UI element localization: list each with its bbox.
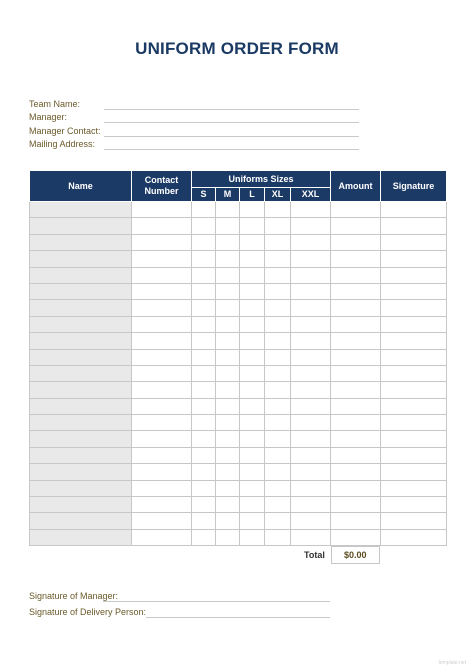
size-m-cell[interactable] — [216, 480, 240, 496]
size-xxl-cell[interactable] — [291, 447, 331, 463]
amount-cell[interactable] — [331, 365, 381, 381]
size-l-cell[interactable] — [240, 398, 265, 414]
name-cell[interactable] — [30, 464, 132, 480]
name-cell[interactable] — [30, 300, 132, 316]
size-xl-cell[interactable] — [265, 415, 291, 431]
signature-cell[interactable] — [381, 267, 447, 283]
signature-cell[interactable] — [381, 202, 447, 218]
signature-cell[interactable] — [381, 382, 447, 398]
size-m-cell[interactable] — [216, 283, 240, 299]
size-xxl-cell[interactable] — [291, 349, 331, 365]
amount-cell[interactable] — [331, 431, 381, 447]
size-xxl-cell[interactable] — [291, 202, 331, 218]
form-title: UNIFORM ORDER FORM — [135, 39, 339, 58]
signature-cell[interactable] — [381, 464, 447, 480]
amount-cell[interactable] — [331, 218, 381, 234]
amount-cell[interactable] — [331, 382, 381, 398]
contact-cell[interactable] — [132, 234, 192, 250]
signature-cell[interactable] — [381, 333, 447, 349]
name-cell[interactable] — [30, 497, 132, 513]
size-l-cell[interactable] — [240, 218, 265, 234]
contact-cell[interactable] — [132, 300, 192, 316]
name-cell[interactable] — [30, 333, 132, 349]
size-l-cell[interactable] — [240, 513, 265, 529]
size-l-cell[interactable] — [240, 349, 265, 365]
table-row — [30, 365, 447, 381]
signature-cell[interactable] — [381, 283, 447, 299]
manager-contact-label: Manager Contact: — [29, 125, 101, 136]
contact-cell[interactable] — [132, 464, 192, 480]
contact-cell[interactable] — [132, 251, 192, 267]
amount-cell[interactable] — [331, 464, 381, 480]
manager-contact-field[interactable] — [104, 136, 359, 137]
size-l-cell[interactable] — [240, 316, 265, 332]
size-l-cell[interactable] — [240, 251, 265, 267]
size-l-cell[interactable] — [240, 300, 265, 316]
name-cell[interactable] — [30, 415, 132, 431]
size-l-cell[interactable] — [240, 365, 265, 381]
size-xl-cell[interactable] — [265, 497, 291, 513]
amount-cell[interactable] — [331, 316, 381, 332]
signature-cell[interactable] — [381, 415, 447, 431]
table-row — [30, 316, 447, 332]
size-xl-cell[interactable] — [265, 316, 291, 332]
amount-header: Amount — [331, 171, 381, 202]
size-m-cell[interactable] — [216, 398, 240, 414]
size-m-cell[interactable] — [216, 464, 240, 480]
order-rows — [30, 202, 447, 546]
mailing-address-label: Mailing Address: — [29, 138, 96, 149]
signature-cell[interactable] — [381, 447, 447, 463]
name-cell[interactable] — [30, 349, 132, 365]
signature-cell[interactable] — [381, 234, 447, 250]
size-xl-cell[interactable] — [265, 267, 291, 283]
size-l-cell[interactable] — [240, 415, 265, 431]
amount-cell[interactable] — [331, 513, 381, 529]
size-xl-header: XL — [265, 188, 291, 202]
signature-header: Signature — [381, 171, 447, 202]
name-cell[interactable] — [30, 513, 132, 529]
contact-cell[interactable] — [132, 316, 192, 332]
amount-cell[interactable] — [331, 529, 381, 545]
table-row — [30, 497, 447, 513]
name-cell[interactable] — [30, 218, 132, 234]
amount-cell[interactable] — [331, 283, 381, 299]
size-xl-cell[interactable] — [265, 513, 291, 529]
table-row — [30, 202, 447, 218]
size-l-cell[interactable] — [240, 480, 265, 496]
table-row — [30, 415, 447, 431]
manager-field[interactable] — [104, 122, 359, 123]
size-l-cell[interactable] — [240, 447, 265, 463]
size-xxl-cell[interactable] — [291, 464, 331, 480]
table-row — [30, 234, 447, 250]
size-s-cell[interactable] — [192, 218, 216, 234]
size-xxl-cell[interactable] — [291, 218, 331, 234]
size-xl-cell[interactable] — [265, 251, 291, 267]
size-xl-cell[interactable] — [265, 382, 291, 398]
contact-cell[interactable] — [132, 267, 192, 283]
size-s-cell[interactable] — [192, 316, 216, 332]
size-m-header: M — [216, 188, 240, 202]
size-s-cell[interactable] — [192, 283, 216, 299]
name-header: Name — [30, 171, 132, 202]
size-m-cell[interactable] — [216, 382, 240, 398]
size-xl-cell[interactable] — [265, 431, 291, 447]
size-s-header: S — [192, 188, 216, 202]
size-m-cell[interactable] — [216, 251, 240, 267]
size-l-cell[interactable] — [240, 431, 265, 447]
size-xxl-cell[interactable] — [291, 300, 331, 316]
size-l-cell[interactable] — [240, 464, 265, 480]
size-xl-cell[interactable] — [265, 529, 291, 545]
name-cell[interactable] — [30, 316, 132, 332]
size-xl-cell[interactable] — [265, 464, 291, 480]
contact-number-header: Contact Number — [132, 171, 192, 202]
size-xl-cell[interactable] — [265, 300, 291, 316]
size-s-cell[interactable] — [192, 497, 216, 513]
amount-cell[interactable] — [331, 497, 381, 513]
size-l-cell[interactable] — [240, 234, 265, 250]
amount-cell[interactable] — [331, 333, 381, 349]
amount-cell[interactable] — [331, 202, 381, 218]
size-xxl-cell[interactable] — [291, 365, 331, 381]
size-s-cell[interactable] — [192, 382, 216, 398]
signature-cell[interactable] — [381, 497, 447, 513]
signature-cell[interactable] — [381, 431, 447, 447]
signature-cell[interactable] — [381, 398, 447, 414]
total-value: $0.00 — [331, 546, 380, 564]
contact-cell[interactable] — [132, 497, 192, 513]
signature-cell[interactable] — [381, 513, 447, 529]
size-xl-cell[interactable] — [265, 480, 291, 496]
signature-cell[interactable] — [381, 365, 447, 381]
amount-cell[interactable] — [331, 300, 381, 316]
size-s-cell[interactable] — [192, 234, 216, 250]
table-row — [30, 480, 447, 496]
size-s-cell[interactable] — [192, 513, 216, 529]
size-xxl-cell[interactable] — [291, 529, 331, 545]
team-name-label: Team Name: — [29, 99, 81, 109]
size-m-cell[interactable] — [216, 529, 240, 545]
size-s-cell[interactable] — [192, 447, 216, 463]
table-row — [30, 333, 447, 349]
name-cell[interactable] — [30, 234, 132, 250]
manager-label: Manager: — [29, 112, 68, 123]
name-cell[interactable] — [30, 382, 132, 398]
contact-cell[interactable] — [132, 218, 192, 234]
table-row — [30, 431, 447, 447]
size-m-cell[interactable] — [216, 349, 240, 365]
size-m-cell[interactable] — [216, 513, 240, 529]
amount-cell[interactable] — [331, 234, 381, 250]
size-xxl-cell[interactable] — [291, 316, 331, 332]
table-row — [30, 283, 447, 299]
size-xxl-cell[interactable] — [291, 497, 331, 513]
size-l-cell[interactable] — [240, 333, 265, 349]
signature-cell[interactable] — [381, 349, 447, 365]
size-m-cell[interactable] — [216, 365, 240, 381]
amount-cell[interactable] — [331, 480, 381, 496]
size-l-cell[interactable] — [240, 382, 265, 398]
contact-cell[interactable] — [132, 447, 192, 463]
size-s-cell[interactable] — [192, 365, 216, 381]
table-row — [30, 513, 447, 529]
contact-cell[interactable] — [132, 398, 192, 414]
size-m-cell[interactable] — [216, 218, 240, 234]
name-cell[interactable] — [30, 365, 132, 381]
size-xxl-cell[interactable] — [291, 283, 331, 299]
size-xxl-header: XXL — [291, 188, 331, 202]
amount-cell[interactable] — [331, 415, 381, 431]
size-xxl-cell[interactable] — [291, 234, 331, 250]
signature-cell[interactable] — [381, 529, 447, 545]
contact-cell[interactable] — [132, 513, 192, 529]
signature-cell[interactable] — [381, 316, 447, 332]
size-xxl-cell[interactable] — [291, 267, 331, 283]
delivery-signature-label: Signature of Delivery Person: — [29, 607, 147, 617]
size-s-cell[interactable] — [192, 415, 216, 431]
signature-cell[interactable] — [381, 480, 447, 496]
amount-cell[interactable] — [331, 267, 381, 283]
size-xl-cell[interactable] — [265, 447, 291, 463]
contact-cell[interactable] — [132, 431, 192, 447]
total-label: Total — [304, 550, 325, 560]
contact-cell[interactable] — [132, 365, 192, 381]
name-cell[interactable] — [30, 251, 132, 267]
contact-cell[interactable] — [132, 382, 192, 398]
size-s-cell[interactable] — [192, 349, 216, 365]
size-xxl-cell[interactable] — [291, 513, 331, 529]
name-cell[interactable] — [30, 283, 132, 299]
size-m-cell[interactable] — [216, 415, 240, 431]
size-xxl-cell[interactable] — [291, 333, 331, 349]
team-name-field[interactable] — [104, 109, 359, 110]
size-l-cell[interactable] — [240, 283, 265, 299]
size-m-cell[interactable] — [216, 316, 240, 332]
contact-cell[interactable] — [132, 333, 192, 349]
signature-cell[interactable] — [381, 251, 447, 267]
size-m-cell[interactable] — [216, 234, 240, 250]
signature-cell[interactable] — [381, 218, 447, 234]
size-m-cell[interactable] — [216, 333, 240, 349]
manager-signature-label: Signature of Manager: — [29, 591, 119, 601]
size-xxl-cell[interactable] — [291, 398, 331, 414]
size-xl-cell[interactable] — [265, 365, 291, 381]
size-xl-cell[interactable] — [265, 218, 291, 234]
size-xxl-cell[interactable] — [291, 382, 331, 398]
name-cell[interactable] — [30, 529, 132, 545]
size-xxl-cell[interactable] — [291, 415, 331, 431]
name-cell[interactable] — [30, 447, 132, 463]
table-row — [30, 251, 447, 267]
contact-cell[interactable] — [132, 480, 192, 496]
size-s-cell[interactable] — [192, 333, 216, 349]
size-l-cell[interactable] — [240, 529, 265, 545]
size-xl-cell[interactable] — [265, 349, 291, 365]
name-cell[interactable] — [30, 202, 132, 218]
amount-cell[interactable] — [331, 447, 381, 463]
size-xl-cell[interactable] — [265, 333, 291, 349]
size-m-cell[interactable] — [216, 497, 240, 513]
manager-signature-field[interactable] — [103, 601, 330, 602]
contact-cell[interactable] — [132, 349, 192, 365]
size-m-cell[interactable] — [216, 267, 240, 283]
size-xl-cell[interactable] — [265, 234, 291, 250]
size-s-cell[interactable] — [192, 431, 216, 447]
size-s-cell[interactable] — [192, 464, 216, 480]
name-cell[interactable] — [30, 431, 132, 447]
table-row — [30, 218, 447, 234]
size-s-cell[interactable] — [192, 529, 216, 545]
table-row — [30, 349, 447, 365]
signature-cell[interactable] — [381, 300, 447, 316]
size-l-cell[interactable] — [240, 267, 265, 283]
table-row — [30, 382, 447, 398]
size-m-cell[interactable] — [216, 202, 240, 218]
size-s-cell[interactable] — [192, 251, 216, 267]
size-s-cell[interactable] — [192, 480, 216, 496]
uniform-sizes-header: Uniforms Sizes — [192, 171, 331, 188]
size-s-cell[interactable] — [192, 267, 216, 283]
table-row — [30, 398, 447, 414]
size-m-cell[interactable] — [216, 431, 240, 447]
size-xxl-cell[interactable] — [291, 431, 331, 447]
mailing-address-field[interactable] — [104, 149, 359, 150]
contact-cell[interactable] — [132, 202, 192, 218]
amount-cell[interactable] — [331, 398, 381, 414]
name-cell[interactable] — [30, 398, 132, 414]
amount-cell[interactable] — [331, 251, 381, 267]
table-row — [30, 447, 447, 463]
size-xl-cell[interactable] — [265, 283, 291, 299]
name-cell[interactable] — [30, 267, 132, 283]
contact-cell[interactable] — [132, 529, 192, 545]
delivery-signature-field[interactable] — [146, 617, 330, 618]
size-xxl-cell[interactable] — [291, 480, 331, 496]
size-xl-cell[interactable] — [265, 202, 291, 218]
size-xxl-cell[interactable] — [291, 251, 331, 267]
size-l-cell[interactable] — [240, 202, 265, 218]
order-table — [29, 170, 447, 546]
name-cell[interactable] — [30, 480, 132, 496]
watermark: template.net — [438, 660, 466, 666]
size-s-cell[interactable] — [192, 398, 216, 414]
size-m-cell[interactable] — [216, 447, 240, 463]
table-row — [30, 267, 447, 283]
table-row — [30, 529, 447, 545]
size-s-cell[interactable] — [192, 202, 216, 218]
table-row — [30, 300, 447, 316]
amount-cell[interactable] — [331, 349, 381, 365]
size-s-cell[interactable] — [192, 300, 216, 316]
table-row — [30, 464, 447, 480]
size-xl-cell[interactable] — [265, 398, 291, 414]
size-l-header: L — [240, 188, 265, 202]
size-m-cell[interactable] — [216, 300, 240, 316]
size-l-cell[interactable] — [240, 497, 265, 513]
contact-cell[interactable] — [132, 415, 192, 431]
contact-cell[interactable] — [132, 283, 192, 299]
